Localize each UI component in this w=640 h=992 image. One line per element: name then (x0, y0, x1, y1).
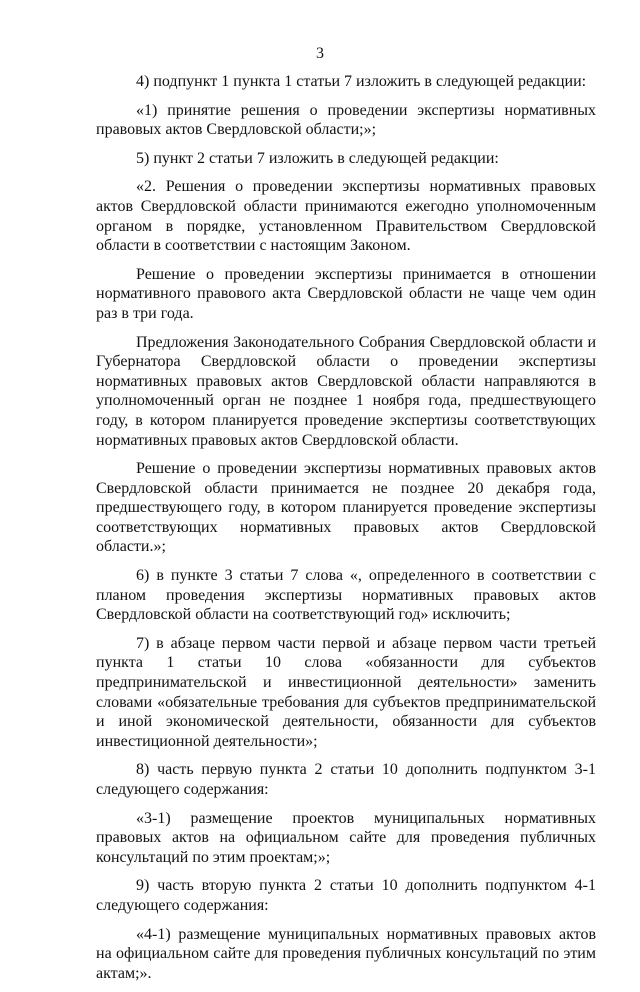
page-number: 3 (316, 45, 324, 62)
paragraph-amendment-4-text: «1) принятие решения о проведении экспертизы нормативных правовых актов Свердловской области;»; (96, 101, 596, 139)
paragraph-amendment-9-text: «4-1) размещение муниципальных нормативных правовых актов на официальном сайте для проведения публичных консультаций по этим актам;». (96, 925, 596, 982)
paragraph-amendment-5-text-4: Решение о проведении экспертизы нормативных правовых актов Свердловской области принимается не позднее 20 декабря года, предшествующего году, в котором планируется проведение экспертизы соответствующих нормативных правовых актов Свердловской области.»; (96, 460, 596, 556)
paragraph-amendment-9: 9) часть вторую пункта 2 статьи 10 дополнить подпунктом 4-1 следующего содержания: (96, 877, 596, 914)
paragraph-amendment-6: 6) в пункте 3 статьи 7 слова «, определенного в соответствии с планом проведения экспертизы нормативных правовых актов Свердловской области на соответствующий год» исключить; (96, 567, 596, 624)
paragraph-amendment-4: 4) подпункт 1 пункта 1 статьи 7 изложить в следующей редакции: (136, 73, 587, 90)
paragraph-amendment-5: 5) пункт 2 статьи 7 изложить в следующей редакции: (136, 149, 499, 167)
paragraph-amendment-8: 8) часть первую пункта 2 статьи 10 дополнить подпунктом 3-1 следующего содержания: (96, 761, 596, 798)
paragraph-amendment-5-text-2: Решение о проведении экспертизы принимается в отношении нормативного правового акта Свердловской области не чаще чем один раз в три года. (96, 265, 596, 322)
document-body (96, 72, 596, 992)
paragraph-amendment-7: 7) в абзаце первом части первой и абзаце первом части третьей пункта 1 статьи 10 слова «обязанности для субъектов предпринимательской и инвестиционной деятельности» заменить словами «обязательные требования для субъектов предпринимательской и иной экономической деятельности, обязанности для субъектов инвестиционной деятельности»; (96, 634, 596, 750)
paragraph-amendment-8-text: «3-1) размещение проектов муниципальных нормативных правовых актов на официальном сайте для проведения публичных консультаций по этим проектам;»; (96, 809, 596, 866)
paragraph-amendment-5-text-3: Предложения Законодательного Собрания Свердловской области и Губернатора Свердловской области о проведении экспертизы нормативных правовых актов Свердловской области направляются в уполномоченный орган не позднее 1 ноября года, предшествующего году, в котором планируется проведение экспертизы соответствующих нормативных правовых актов Свердловской области. (96, 333, 596, 449)
paragraph-amendment-5-text-1: «2. Решения о проведении экспертизы нормативных правовых актов Свердловской области принимаются ежегодно уполномоченным органом в порядке, установленном Правительством Свердловской области в соответствии с настоящим Законом. (96, 178, 596, 255)
